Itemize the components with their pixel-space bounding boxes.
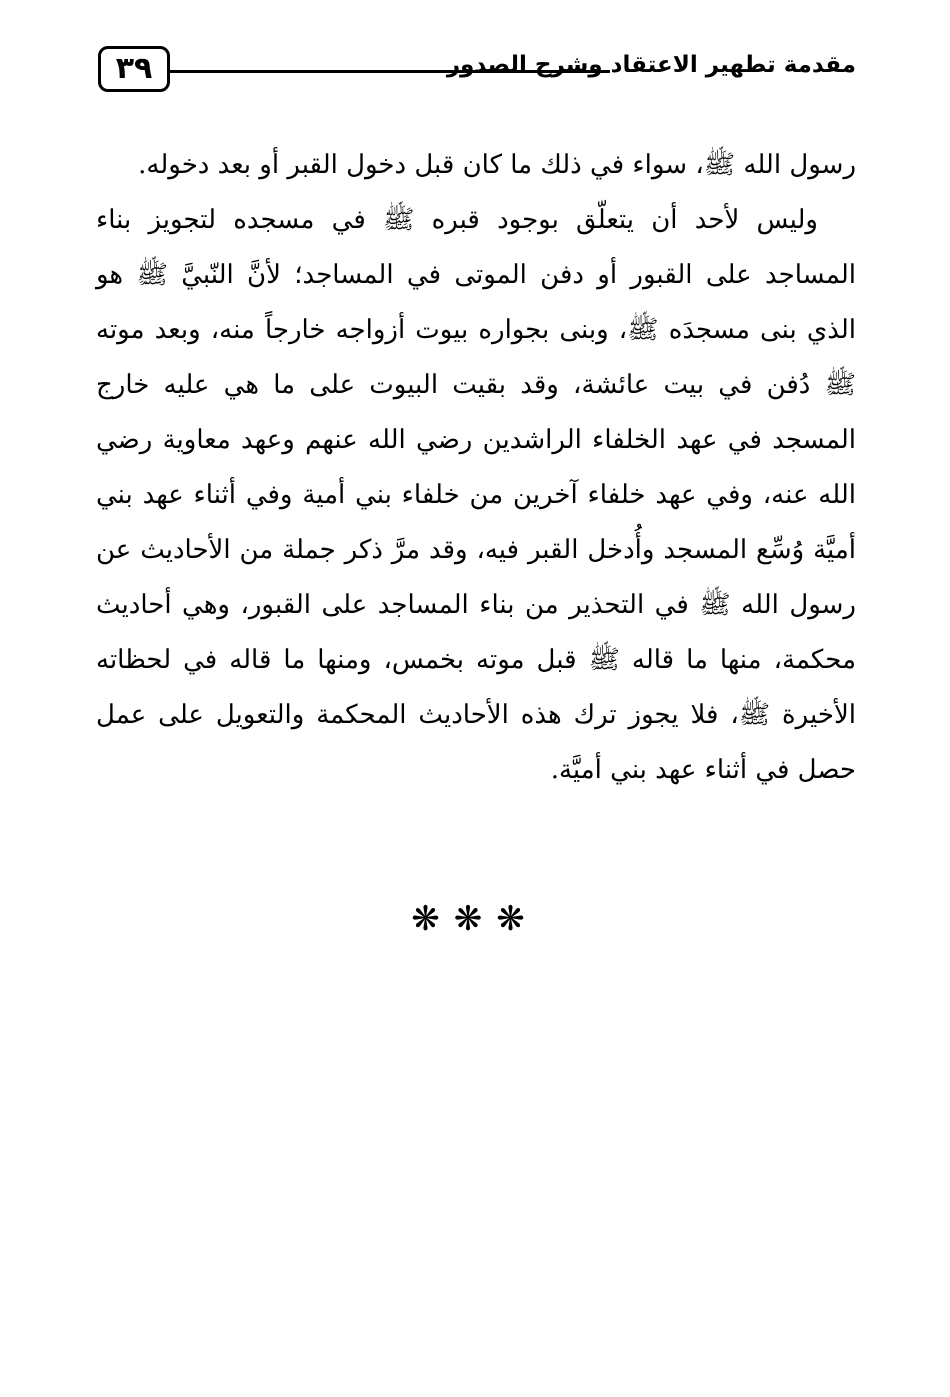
- section-end-ornament: ❋❋❋: [411, 899, 539, 939]
- paragraph-main: وليس لأحد أن يتعلّق بوجود قبره ﷺ في مسجده لتجويز بناء المساجد على القبور أو دفن الموتى في المساجد؛ لأنَّ النّبيَّ ﷺ هو الذي بنى مسجدَه ﷺ، وبنى بجواره بيوت أزواجه خارجاً منه، وبعد موته ﷺ دُفن في بيت عائشة، وقد بقيت البيوت على ما هي عليه خارج المسجد في عهد الخلفاء الراشدين رضي الله عنهم وعهد معاوية رضي الله عنه، وفي عهد خلفاء آخرين من خلفاء بني أمية وفي أثناء عهد بني أميَّة وُسِّع المسجد وأُدخل القبر فيه، وقد مرَّ ذكر جملة من الأحاديث عن رسول الله ﷺ في التحذير من بناء المساجد على القبور، وهي أحاديث محكمة، منها ما قاله ﷺ قبل موته بخمس، ومنها ما قاله في لحظاته الأخيرة ﷺ، فلا يجوز ترك هذه الأحاديث المحكمة والتعويل على عمل حصل في أثناء عهد بني أميَّة.: [96, 205, 856, 785]
- main-text: [96, 138, 856, 798]
- page-number: ٣٩: [98, 46, 170, 92]
- paragraph-continuation: رسول الله ﷺ، سواء في ذلك ما كان قبل دخول القبر أو بعد دخوله.: [138, 150, 856, 180]
- page-header: [96, 44, 856, 100]
- running-title: مقدمة تطهير الاعتقاد وشرح الصدور: [446, 52, 856, 78]
